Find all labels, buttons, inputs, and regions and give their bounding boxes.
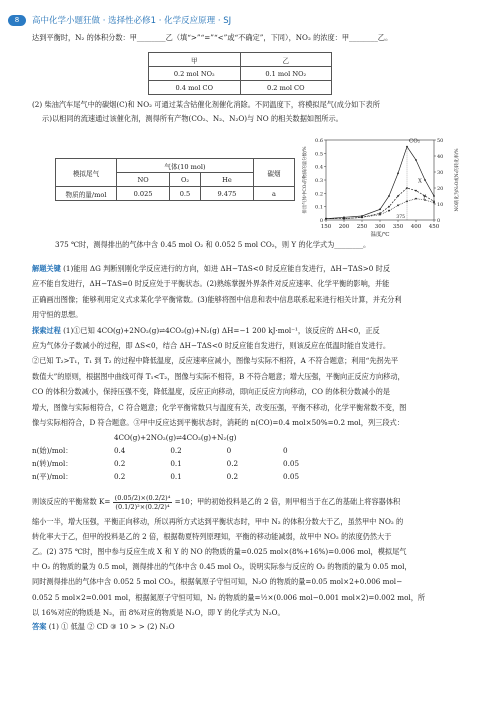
text-line [32, 324, 460, 339]
data-point [397, 172, 399, 174]
y-left-tick-label: 0 [319, 218, 323, 224]
text-line [32, 401, 460, 416]
series-label: CO₂ [409, 138, 420, 145]
y-right-tick-label: 30 [437, 170, 444, 176]
x-tick-label: 250 [356, 224, 368, 230]
text-line [32, 308, 460, 323]
eq-cell: 0.2 [226, 459, 239, 468]
section-tag: 解题关键 [32, 264, 61, 273]
t2-group: 气体(10 mol) [117, 159, 254, 173]
section-tag: 探索过程 [32, 325, 61, 335]
table1-cell: 0.1 mol NO₂ [240, 67, 332, 81]
data-point [343, 218, 345, 220]
text-line [32, 575, 460, 590]
text-line [32, 545, 460, 560]
text-line [32, 560, 460, 575]
y-right-tick-label: 0 [437, 218, 441, 224]
line-text: (1)能用 ΔG 判断别刚化学反应进行的方向，如进 ΔH−TΔS<0 时反应能自发进行，ΔH−TΔS>0 时反 [63, 264, 391, 273]
y-left-tick-label: 0.4 [315, 164, 323, 171]
text-line [32, 293, 460, 308]
data-point [415, 190, 417, 192]
y-left-tick-label: 0.1 [315, 204, 323, 211]
y-right-tick-label: 50 [437, 138, 444, 144]
data-point [388, 210, 390, 212]
t2-val: a [254, 187, 295, 201]
q2-intro-2: 示)以相同的流速通过该催化剂，测得所有产物(CO₂、N₂、N₂O)与 NO 的相关数据如图所示。 [42, 114, 343, 123]
x-tick-label: 300 [374, 224, 386, 230]
q2-end: 375 ℃时，测得排出的气体中含 0.45 mol O₂ 和 0.052 5 mol CO₂，则 Y 的化学式为________。 [55, 240, 371, 249]
x-tick-label: 350 [392, 224, 404, 230]
text-line [32, 385, 460, 400]
y-left-tick-label: 0.2 [315, 191, 323, 198]
answer-line [32, 620, 460, 635]
table1-header: 甲 [149, 53, 241, 67]
eq-cell: 0 [283, 446, 288, 455]
eq-cell: 0.1 [170, 472, 182, 481]
text-line [32, 606, 460, 621]
y-right-tick-label: 10 [437, 202, 444, 208]
t2-val: 9.475 [200, 187, 253, 201]
x-tick-label: 400 [410, 224, 422, 230]
answer-tag: 答案 [32, 622, 47, 631]
line-text: 应不能自发进行，ΔH−TΔS=0 时反应处于平衡状态。(2)熟练掌握外界条件对反应速率、化学平衡的影响，并能 [32, 279, 390, 289]
eq-cell: 0.4 [113, 446, 126, 455]
eq-cell: 0.2 [226, 472, 239, 481]
k-denominator: (0.1/2)²×(0.2/2)⁴ [115, 502, 170, 511]
q2-intro-1: (2) 柴油汽车尾气中的碳烟(C)和 NO₂ 可通过某含钴催化剂催化消除。不同温度下，将模拟尾气(成分如下表所 [32, 100, 380, 109]
eq-cell: 0 [226, 446, 232, 455]
text-line [32, 370, 460, 385]
series-label: X [418, 178, 422, 185]
eq-cell: n(转)/mol： [32, 458, 73, 468]
y-right-axis-label: NO转化为N₂O或N₂的转化率/% [455, 148, 460, 212]
t2-col-gas: 模拟尾气 [56, 159, 117, 187]
line-text: CO 的体积分数减小，保持压强不变，降低温度，反应正向移动，即向正反应方向移动，CO 的体积分数减小的是 [32, 387, 390, 397]
line-text: 乙。(2) 375 ℃时，图中参与反应生成 X 和 Y 的 NO 的物质的量=0.025 mol×(8%+16%)=0.006 mol，模拟尾气 [32, 547, 407, 557]
line-text: 转化率大于乙，但甲的投料是乙的 2 倍，根据勒夏特列原理知，平衡的移动能减弱，故甲中 NO₂ 的浓度仍然大于 [32, 532, 392, 542]
text-line [32, 530, 460, 545]
text-line [32, 339, 460, 354]
y-right-tick-label: 20 [437, 186, 444, 192]
line-text: 增大，图像与实际相符合，C 符合题意；化学平衡常数只与温度有关，改变压强，平衡不移动，化学平衡常数不变，图 [32, 402, 407, 412]
text-line [32, 515, 460, 530]
eq-cell: 0.2 [113, 472, 126, 481]
data-point [388, 195, 390, 197]
data-point [361, 216, 363, 218]
y-right-tick-label: 40 [437, 154, 444, 160]
t2-val: 0.025 [117, 187, 170, 201]
text-line [32, 416, 460, 431]
line-text: 中 O₂ 的物质的量为 0.5 mol，测得排出的气体中含 0.45 mol O₂，说明实际参与反应的 O₂ 的物质的量为 0.05 mol， [32, 562, 412, 572]
k-fraction [113, 494, 173, 511]
eq-cell: 0.1 [170, 459, 182, 468]
data-point [424, 179, 426, 181]
text-line [32, 354, 460, 369]
k-pre: 则该反应的平衡常数 K= [32, 497, 111, 506]
line-text: 缩小一半，增大压强，平衡正向移动，所以再所方式达到平衡状态时，甲中 N₂ 的体积分数大于乙，虽然甲中 NO₂ 的 [32, 517, 404, 526]
x-tick-label: 200 [338, 224, 350, 230]
eq-cell: n(始)/mol： [32, 445, 73, 455]
t2-sub: He [200, 173, 253, 187]
data-point [415, 159, 417, 161]
k-line [32, 492, 460, 512]
chart [300, 134, 464, 240]
table-exhaust [55, 158, 295, 201]
line-text: 同时测得排出的气体中含 0.052 5 mol CO₂，根据氧原子守恒可知，N₂O 的物质的量=0.05 mol×2+0.006 mol− [32, 577, 403, 587]
page-header [8, 13, 231, 27]
table1-cell: 0.2 mol NO₂ [149, 67, 241, 81]
k-numerator: (0.05/2)×(0.2/2)⁴ [114, 493, 171, 502]
answer-text: (1) ① 低温 ② CD ③ 10 > > (2) N₂O [48, 622, 175, 631]
k-post: =10；甲的初始投料是乙的 2 倍，则甲相当于在乙的基础上将容器体积 [174, 497, 401, 506]
table1-cell: 0.4 mol CO [149, 81, 241, 95]
data-point [325, 218, 327, 220]
table1-cell: 0.2 mol CO [240, 81, 332, 95]
table-feed [148, 52, 332, 95]
data-point [397, 195, 399, 197]
t2-val: 0.5 [170, 187, 201, 201]
page-number: 8 [8, 15, 26, 26]
x-axis-label: 温度/℃ [370, 232, 390, 238]
x-tick-label: 150 [320, 224, 332, 230]
line-text: 正确画出图像；能够利用定义式求某化学平衡常数。(3)能够将图中信息和表中信息联系起来进行相关计算，并充分利 [32, 294, 402, 304]
line-text: 用守恒的思想。 [32, 310, 83, 320]
eq-cell: n(平)/mol： [32, 471, 73, 481]
eq-cell: 0.05 [283, 459, 300, 468]
t2-sub: O₂ [170, 173, 201, 187]
header-title: 高中化学小题狂做 · 选择性必修1 · 化学反应原理 · SJ [32, 16, 232, 26]
y-left-axis-label: 排出气体中CO₂的物质的量分数/% [303, 146, 308, 214]
line-text: 数值大”的原则，根据图中曲线可得 T₁<T₂，图像与实际不相符，B 不符合题意；增大压强，平衡向正反应方向移动， [32, 371, 405, 381]
data-point [415, 198, 417, 200]
eq-cell: 0.2 [113, 459, 126, 468]
t2-sub: NO [117, 173, 170, 187]
t2-col-soot: 碳烟 [254, 159, 295, 187]
data-point [433, 202, 435, 204]
data-point [379, 214, 381, 216]
line-text: 应为气体分子数减小的过程，即 ΔS<0，结合 ΔH−TΔS<0 时反应能自发进行，则该反应在低温时能自发进行。 [32, 341, 391, 350]
question-top: 达到平衡时，N₂ 的体积分数：甲________乙（填“>”“=”“<”或“不确定”，下同），NO₂ 的浓度：甲________乙。 [32, 33, 393, 42]
line-text: (1)①已知 4CO(g)+2NO₂(g)⇌4CO₂(g)+N₂(g) ΔH=−1 200 kJ·mol⁻¹，该反应的 ΔH<0，正反 [63, 325, 380, 335]
line-text: 0.052 5 mol×2=0.001 mol，根据氮原子守恒可知，N₂ 的物质的量=½×(0.006 mol−0.001 mol×2)=0.002 mol，所 [32, 592, 426, 602]
y-left-tick-label: 0.6 [315, 138, 323, 144]
data-point [379, 208, 381, 210]
text-line [32, 277, 460, 292]
table1-header: 乙 [240, 53, 332, 67]
x-tick-label: 450 [428, 224, 440, 230]
eq-cell: 0.2 [170, 446, 182, 455]
marker-label: 375 [396, 215, 405, 220]
data-point [397, 204, 399, 206]
text-line [32, 262, 460, 277]
three-stage-table [32, 431, 362, 483]
line-text: 像与实际相符合，D 符合题意。③甲中反应达到平衡状态时，消耗的 n(CO)=0.4 mol×50%=0.2 mol，列三段式： [32, 418, 404, 427]
data-point [388, 206, 390, 208]
y-left-tick-label: 0.3 [315, 178, 323, 184]
t2-row-label: 物质的量/mol [56, 187, 117, 201]
line-text: ②已知 T₂>T₁，T₁ 到 T₂ 的过程中降低温度，反应速率应减小，图像与实际不相符，A 不符合题意；利用“先拐先平 [32, 356, 399, 366]
text-line [32, 591, 460, 606]
data-point [433, 195, 435, 197]
line-text: 以 16%对应的物质是 N₂，而 8%对应的物质是 N₂O，即 Y 的化学式为 N₂O。 [32, 607, 285, 617]
series-label: Y [422, 194, 426, 201]
eq-cell: 0.05 [283, 472, 300, 481]
y-left-tick-label: 0.5 [315, 151, 323, 158]
eq-reaction: 4CO(g)+2NO₂(g)⇌4CO₂(g)+N₂(g) [113, 433, 237, 442]
